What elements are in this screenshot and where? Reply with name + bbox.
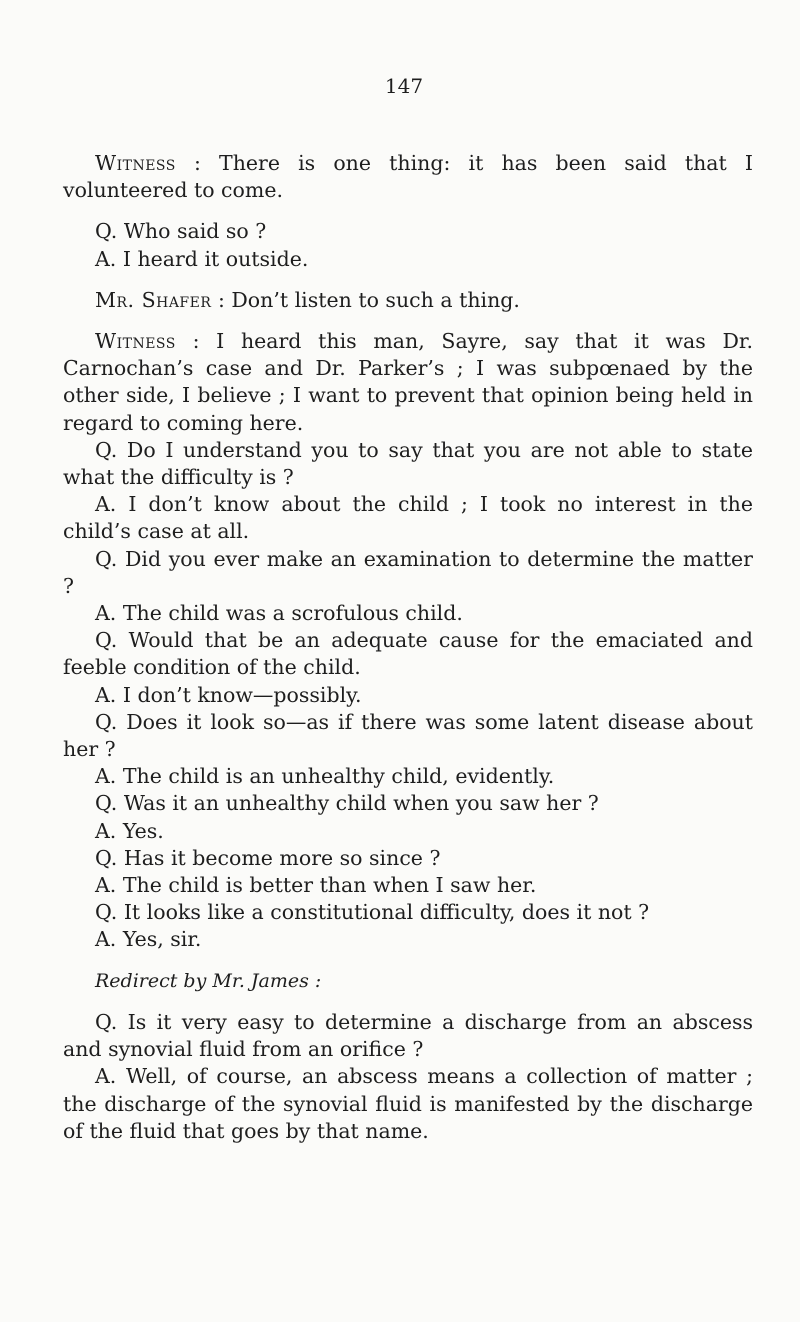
question: Q. Do I understand you to say that you are not able to state what the difficulty is ? — [63, 437, 753, 490]
answer: A. The child is better than when I saw her. — [95, 873, 537, 898]
page-number: 147 — [384, 74, 424, 98]
answer: A. Yes, sir. — [95, 927, 202, 952]
paragraph-text: : There is one thing: it has been said that I volunteered to come. — [63, 151, 753, 203]
answer: A. Well, of course, an abscess means a collection of matter ; the discharge of the synovial fluid is manifested by the discharge of the fluid that goes by that name. — [63, 1064, 753, 1143]
paragraph-shafer — [63, 287, 753, 314]
paragraph-text: : I heard this man, Sayre, say that it was Dr. Carnochan’s case and Dr. Parker’s ; I was subpœnaed by the other side, I believe ; I want to prevent that opinion being held in regard to coming here. — [63, 329, 753, 435]
answer: A. I don’t know about the child ; I took no interest in the child’s case at all. — [63, 492, 753, 544]
question: Q. Is it very easy to determine a discharge from an abscess and synovial fluid from an orifice ? — [63, 1009, 753, 1062]
paragraph-witness-volunteered — [63, 150, 753, 204]
speaker-label: Mr. Shafer — [95, 287, 212, 312]
answer: A. The child was a scrofulous child. — [95, 601, 463, 626]
question: Q. It looks like a constitutional difficulty, does it not ? — [95, 900, 650, 925]
testimony-text — [63, 150, 753, 1145]
paragraph-witness-sayre — [63, 328, 753, 437]
speaker-label: Witness — [95, 329, 176, 354]
answer: A. I don’t know—possibly. — [95, 682, 362, 707]
speaker-label: Witness — [95, 151, 176, 175]
answer: A. Yes. — [95, 818, 164, 843]
question: Q. Does it look so—as if there was some latent disease about her ? — [63, 709, 753, 762]
redirect-heading: Redirect by Mr. James : — [95, 969, 322, 992]
question: Q. Has it become more so since ? — [95, 845, 441, 870]
paragraph-text: : Don’t listen to such a thing. — [217, 287, 520, 312]
question: Q. Did you ever make an examination to determine the matter ? — [63, 546, 753, 598]
question: Q. Was it an unhealthy child when you saw her ? — [95, 791, 599, 816]
answer: A. I heard it outside. — [95, 246, 309, 271]
question: Q. Would that be an adequate cause for the emaciated and feeble condition of the child. — [63, 628, 753, 680]
question: Q. Who said so ? — [95, 219, 267, 244]
answer: A. The child is an unhealthy child, evidently. — [95, 764, 555, 789]
